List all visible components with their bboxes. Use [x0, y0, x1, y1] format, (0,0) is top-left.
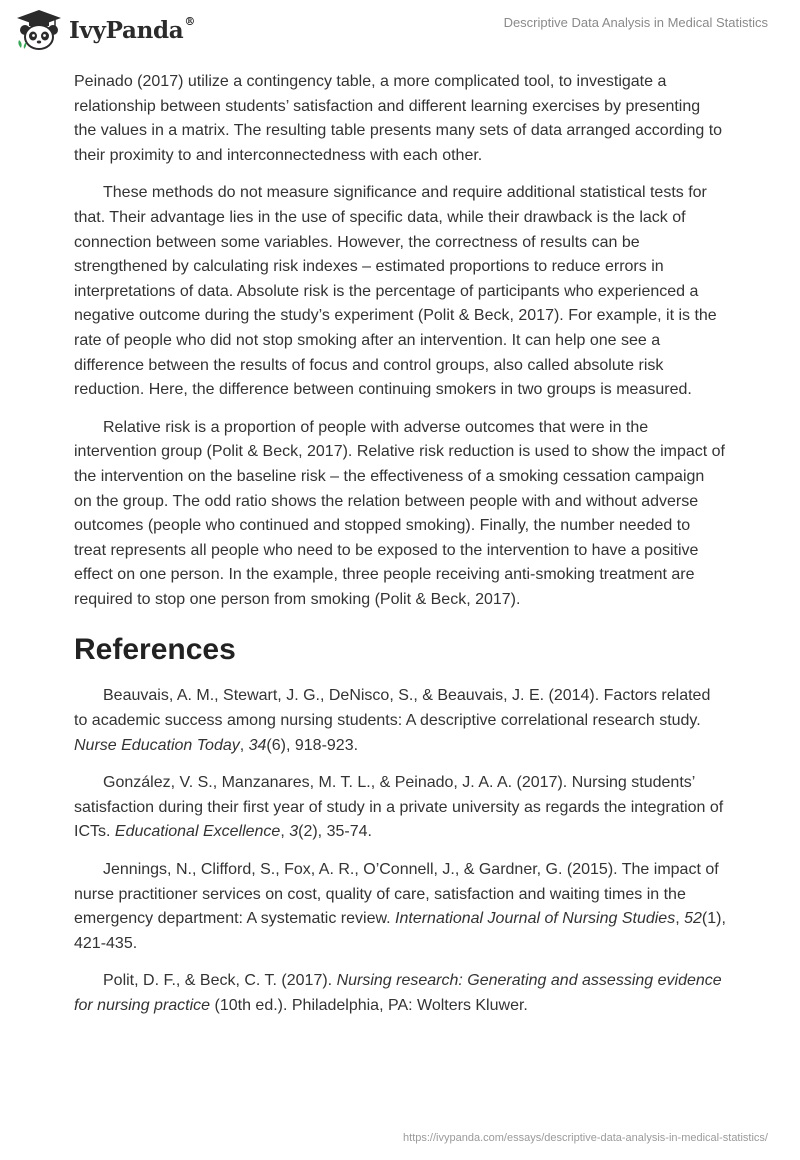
- reference-item: Beauvais, A. M., Stewart, J. G., DeNisco, S., & Beauvais, J. E. (2014). Factors related to academic success among nursing students: A descriptive correlational research study. Nurse Education Today, 34(6), 918-923.: [74, 687, 711, 754]
- brand-name: IvyPanda®: [69, 14, 196, 44]
- source-url-link[interactable]: https://ivypanda.com/essays/descriptive-data-analysis-in-medical-statistics/: [403, 1132, 768, 1144]
- essay-content: [74, 70, 726, 1032]
- references-heading: References: [74, 633, 236, 667]
- paragraph-absolute-risk: These methods do not measure significance and require additional statistical tests for that. Their advantage lies in the use of specific data, while their drawback is the lack of connection between some variables. However, the correctness of results can be strengthened by calculating risk indexes – estimated proportions to reduce errors in interpretations of data. Absolute risk is the percentage of participants who experienced a negative outcome during the study’s experiment (Polit & Beck, 2017). For example, it is the rate of people who did not stop smoking after an intervention. It can help one see a difference between the results of focus and control groups, also called absolute risk reduction. Here, the difference between continuing smokers in two groups is measured.: [74, 184, 717, 399]
- paragraph-contingency: Peinado (2017) utilize a contingency table, a more complicated tool, to investigate a relationship between students’ satisfaction and different learning exercises by presenting the values in a matrix. The resulting table presents many sets of data arranged according to their proximity to and interconnectedness with each other.: [74, 73, 723, 164]
- document-title: Descriptive Data Analysis in Medical Statistics: [503, 15, 768, 30]
- page-header: [0, 0, 800, 60]
- reference-item: Jennings, N., Clifford, S., Fox, A. R., O’Connell, J., & Gardner, G. (2015). The impact of nurse practitioner services on cost, quality of care, satisfaction and waiting times in the emergency department: A systematic review. International Journal of Nursing Studies, 52(1), 421-435.: [74, 861, 726, 952]
- reference-item: Polit, D. F., & Beck, C. T. (2017). Nursing research: Generating and assessing evidence for nursing practice (10th ed.). Philadelphia, PA: Wolters Kluwer.: [74, 972, 722, 1014]
- paragraph-relative-risk: Relative risk is a proportion of people with adverse outcomes that were in the intervention group (Polit & Beck, 2017). Relative risk reduction is used to show the impact of the intervention on the baseline risk – the effectiveness of a smoking cessation campaign on the group. The odd ratio shows the relation between people with and without adverse outcomes (people who continued and stopped smoking). Finally, the number needed to treat represents all people who need to be exposed to the intervention to have a positive effect on one person. In the example, three people receiving anti-smoking treatment are required to stop one person from smoking (Polit & Beck, 2017).: [74, 418, 725, 608]
- panda-graduate-icon: [15, 8, 63, 52]
- brand-logo[interactable]: [15, 8, 195, 52]
- reference-item: González, V. S., Manzanares, M. T. L., & Peinado, J. A. A. (2017). Nursing students’ satisfaction during their first year of study in a private university as regards the integration of ICTs. Educational Excellence, 3(2), 35-74.: [74, 774, 724, 841]
